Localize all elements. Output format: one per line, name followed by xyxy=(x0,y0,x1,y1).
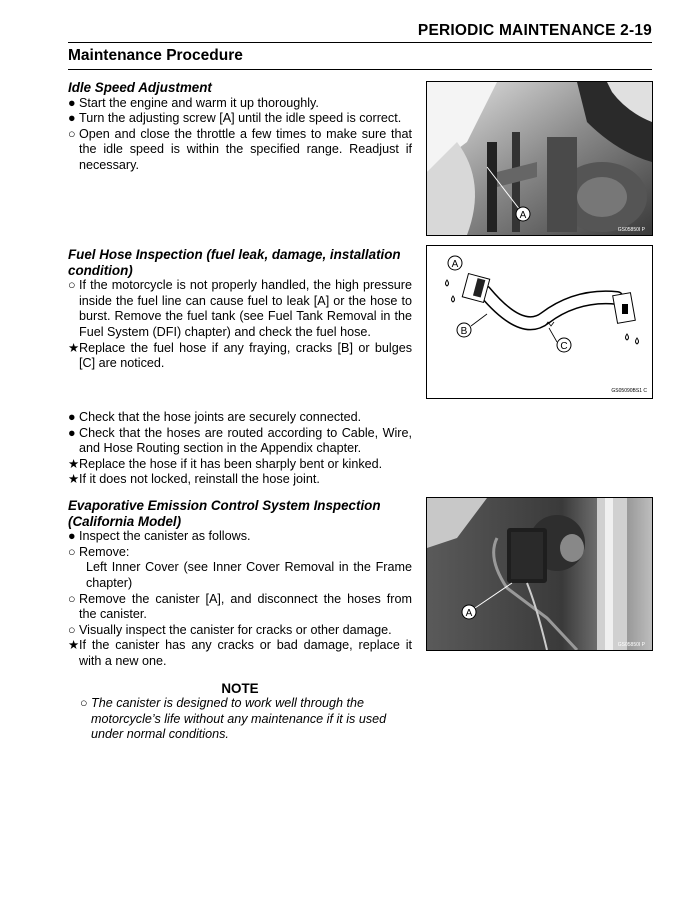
figure-code: GS05090BS1 C xyxy=(611,388,647,394)
circle-mark: ○ xyxy=(68,278,76,293)
bullet-mark: ● xyxy=(68,410,76,424)
hose-check-section xyxy=(68,410,412,488)
evap-item-3: Left Inner Cover (see Inner Cover Removal in the Frame chapter) xyxy=(86,560,412,590)
figure-code: GS05850I P xyxy=(617,642,645,648)
circle-mark: ○ xyxy=(80,696,88,711)
evap-section xyxy=(68,498,412,743)
idle-item-3: ○ Open and close the throttle a few times to make sure that the idle speed is within the specified range. Readjust if necessary. xyxy=(68,126,412,172)
idle-speed-heading: Idle Speed Adjustment xyxy=(68,80,212,95)
star-mark: ★ xyxy=(68,638,80,653)
star-mark: ★ xyxy=(68,472,80,487)
evap-item-1: ● Inspect the canister as follows. xyxy=(68,529,251,544)
bullet-mark: ● xyxy=(68,95,76,110)
bullet-mark: ● xyxy=(68,425,76,440)
fuel-hose-section xyxy=(68,247,412,372)
bullet-mark: ● xyxy=(68,529,76,544)
canister-photo xyxy=(427,498,652,650)
page-header: PERIODIC MAINTENANCE 2-19 xyxy=(417,22,652,39)
figure-canister xyxy=(426,497,653,651)
note-text: ○ The canister is designed to work well through the motorcycle’s life without any maintenance if it is used under normal conditions. xyxy=(80,696,387,742)
fuel-hose-diagram xyxy=(427,246,652,398)
figure-label-a: A xyxy=(451,259,459,270)
star-mark: ★ xyxy=(68,340,80,355)
evap-item-4: ○ Remove the canister [A], and disconnect the hoses from the canister. xyxy=(68,591,412,622)
bullet-mark: ● xyxy=(68,111,76,126)
star-mark: ★ xyxy=(68,456,80,471)
fuel-item-2: ★ Replace the fuel hose if any fraying, cracks [B] or bulges [C] are noticed. xyxy=(68,340,412,371)
figure-label-b: B xyxy=(460,326,468,337)
hose-item-2: ● Check that the hoses are routed according to Cable, Wire, and Hose Routing section in the Appendix chapter. xyxy=(68,425,412,456)
idle-screw-photo xyxy=(427,82,652,235)
section-title: Maintenance Procedure xyxy=(68,47,243,64)
circle-mark: ○ xyxy=(68,544,76,559)
figure-idle-screw xyxy=(426,81,653,236)
fuel-hose-heading: Fuel Hose Inspection (fuel leak, damage, installation condition) xyxy=(68,247,401,278)
figure-fuel-hose xyxy=(426,245,653,399)
idle-item-1: ● Start the engine and warm it up thoroughly. xyxy=(68,95,319,110)
fuel-item-1: ○ If the motorcycle is not properly handled, the high pressure inside the fuel line can cause fuel to leak [A] or the hose to burst. Remove the fuel tank (see Fuel Tank Removal in the Fuel System (DFI) chapter) and check the fuel hose. xyxy=(68,278,412,339)
section-rule xyxy=(68,69,652,70)
circle-mark: ○ xyxy=(68,126,76,141)
idle-speed-section xyxy=(68,80,412,174)
note-title: NOTE xyxy=(221,680,259,696)
figure-label: A xyxy=(519,210,527,221)
evap-heading: Evaporative Emission Control System Inspection (California Model) xyxy=(68,498,381,529)
hose-item-4: ★ If it does not locked, reinstall the hose joint. xyxy=(68,472,320,487)
figure-code: GS05850I P xyxy=(617,227,645,233)
hose-item-3: ★ Replace the hose if it has been sharply bent or kinked. xyxy=(68,456,383,471)
circle-mark: ○ xyxy=(68,591,76,606)
evap-item-6: ★ If the canister has any cracks or bad damage, replace it with a new one. xyxy=(68,638,412,668)
figure-label-c: C xyxy=(560,341,568,352)
evap-item-2: ○ Remove: xyxy=(68,544,130,559)
header-rule xyxy=(68,42,652,43)
hose-item-1: ● Check that the hose joints are securely connected. xyxy=(68,410,362,424)
circle-mark: ○ xyxy=(68,622,76,637)
evap-item-5: ○ Visually inspect the canister for cracks or other damage. xyxy=(68,622,392,637)
figure-label: A xyxy=(465,608,473,619)
idle-item-2: ● Turn the adjusting screw [A] until the idle speed is correct. xyxy=(68,111,402,126)
